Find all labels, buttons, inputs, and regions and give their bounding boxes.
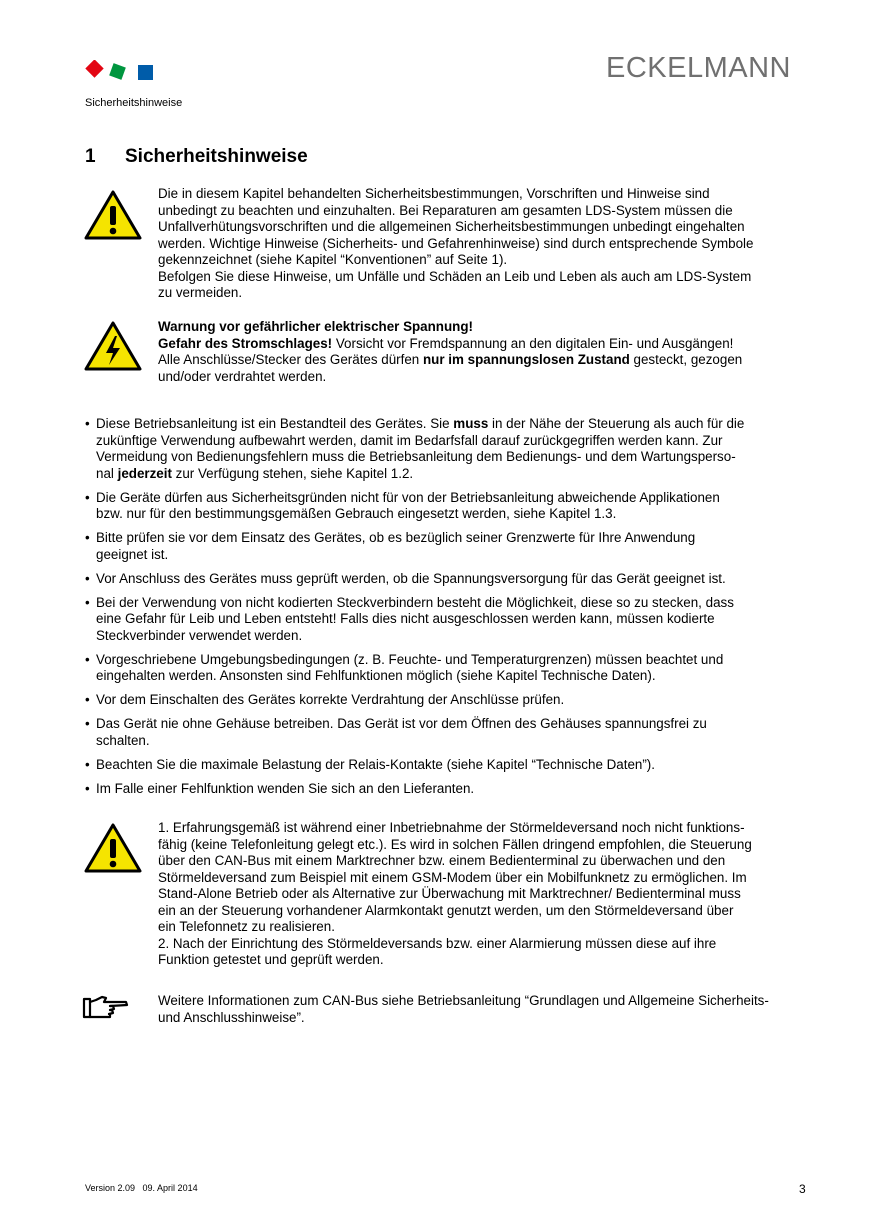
warning-icon xyxy=(84,190,142,240)
electric-hazard-icon xyxy=(84,321,142,371)
general-safety-note xyxy=(158,186,818,302)
text-line: ein Telefonnetz zu realisieren. xyxy=(158,919,335,934)
logo-blue-square xyxy=(138,65,153,80)
info-note xyxy=(158,993,838,1026)
pointing-hand-icon xyxy=(82,995,130,1021)
text-line: Gefahr des Stromschlages! Vorsicht vor Fremdspannung an den digitalen Ein- und Ausgängen! xyxy=(158,335,734,351)
text-line: gekennzeichnet (siehe Kapitel “Konventionen” auf Seite 1). xyxy=(158,252,508,267)
voltage-warning-heading: Warnung vor gefährlicher elektrischer Spannung! xyxy=(158,319,473,334)
text-line: 2. Nach der Einrichtung des Störmeldeversands bzw. einer Alarmierung müssen diese auf ihre xyxy=(158,935,717,951)
list-item: • Beachten Sie die maximale Belastung der Relais-Kontakte (siehe Kapitel “Technische Daten”). xyxy=(85,757,815,774)
company-logo xyxy=(84,60,156,82)
text-line: werden. Wichtige Hinweise (Sicherheits- und Gefahrenhinweise) sind durch entsprechende Symbole xyxy=(158,235,754,251)
alarm-notice xyxy=(158,820,818,969)
chapter-title: Sicherheitshinweise xyxy=(125,146,308,167)
list-item: • Vorgeschriebene Umgebungsbedingungen (z. B. Feuchte- und Temperaturgrenzen) müssen beachtet und eingehalten werden. Ansonsten sind Fehlfunktionen möglich (siehe Kapitel Technische Daten). xyxy=(85,652,815,685)
text-line: Störmeldeversand zum Beispiel mit einem GSM-Modem über ein Mobilfunknetz zu ermöglichen. Im xyxy=(158,869,747,885)
logo-red-square xyxy=(85,60,103,78)
chapter-heading xyxy=(85,146,308,168)
brand-name: ECKELMANN xyxy=(606,52,791,84)
text-line: Befolgen Sie diese Hinweise, um Unfälle und Schäden an Leib und Leben als auch am LDS-System xyxy=(158,268,752,284)
list-item: • Die Geräte dürfen aus Sicherheitsgründen nicht für von der Betriebsanleitung abweichende Applikationen bzw. nur für den bestimmungsgemäßen Gebrauch eingesetzt werden, siehe Kapitel 1.3. xyxy=(85,490,815,523)
text-line: und/oder verdrahtet werden. xyxy=(158,368,327,384)
warning-icon xyxy=(84,823,142,873)
list-item: • Vor dem Einschalten des Gerätes korrekte Verdrahtung der Anschlüsse prüfen. xyxy=(85,692,815,709)
running-header: Sicherheitshinweise xyxy=(85,97,183,109)
version-info: Version 2.09 09. April 2014 xyxy=(85,1183,198,1193)
list-item: • Das Gerät nie ohne Gehäuse betreiben. Das Gerät ist vor dem Öffnen des Gehäuses spannungsfrei zu schalten. xyxy=(85,716,815,749)
text-line: über den CAN-Bus mit einem Marktrechner bzw. einem Bedienterminal zu überwachen und den xyxy=(158,853,726,868)
logo-green-square xyxy=(109,63,126,80)
voltage-warning-note xyxy=(158,319,818,385)
text-line: Unfallverhütungsvorschriften und die allgemeinen Sicherheitsbestimmungen unbedingt eingehalten xyxy=(158,219,745,234)
list-item: • Bitte prüfen sie vor dem Einsatz des Gerätes, ob es bezüglich seiner Grenzwerte für Ihre Anwendung geeignet ist. xyxy=(85,530,815,563)
text-line: und Anschlusshinweise”. xyxy=(158,1009,305,1025)
text-line: Stand-Alone Betrieb oder als Alternative zur Überwachung mit Marktrechner/ Bedienterminal muss xyxy=(158,886,741,901)
text-line: zu vermeiden. xyxy=(158,285,243,300)
text-line: unbedingt zu beachten und einzuhalten. Bei Reparaturen am gesamten LDS-System müssen die xyxy=(158,202,733,218)
page-number: 3 xyxy=(799,1182,806,1196)
text-line: ein an der Steuerung vorhandener Alarmkontakt genutzt werden, um den Störmeldeversand über xyxy=(158,902,734,918)
list-item: • Im Falle einer Fehlfunktion wenden Sie sich an den Lieferanten. xyxy=(85,781,815,798)
list-item: • Bei der Verwendung von nicht kodierten Steckverbindern besteht die Möglichkeit, diese so zu stecken, dass eine Gefahr für Leib und Leben entsteht! Falls dies nicht ausgeschlossen werden kann, müssen kodierte Steckverbinder verwendet werden. xyxy=(85,595,815,645)
text-line: Weitere Informationen zum CAN-Bus siehe Betriebsanleitung “Grundlagen und Allgemeine Sicherheits- xyxy=(158,993,769,1008)
text-line: Funktion getestet und geprüft werden. xyxy=(158,952,384,967)
chapter-number: 1 xyxy=(85,146,96,167)
text-line: 1. Erfahrungsgemäß ist während einer Inbetriebnahme der Störmeldeversand noch nicht funktions- xyxy=(158,820,745,835)
text-line: Die in diesem Kapitel behandelten Sicherheitsbestimmungen, Vorschriften und Hinweise sind xyxy=(158,186,710,201)
list-item: • Diese Betriebsanleitung ist ein Bestandteil des Gerätes. Sie muss in der Nähe der Steuerung als auch für die zukünftige Verwendung aufbewahrt werden, damit im Bedarfsfall darauf zurückgegriffen werden kann. Zur Vermeidung von Bedienungsfehlern muss die Betriebsanleitung dem Bedienungs- und dem Wartungsperso- nal jederzeit zur Verfügung stehen, siehe Kapitel 1.2. xyxy=(85,416,815,482)
list-item: • Vor Anschluss des Gerätes muss geprüft werden, ob die Spannungsversorgung für das Gerät geeignet ist. xyxy=(85,571,815,588)
text-line: fähig (keine Telefonleitung gelegt etc.). Es wird in solchen Fällen dringend empfohlen, die Steuerung xyxy=(158,836,752,852)
safety-bullet-list xyxy=(85,416,815,805)
text-line: Alle Anschlüsse/Stecker des Gerätes dürfen nur im spannungslosen Zustand gesteckt, gezogen xyxy=(158,352,743,367)
